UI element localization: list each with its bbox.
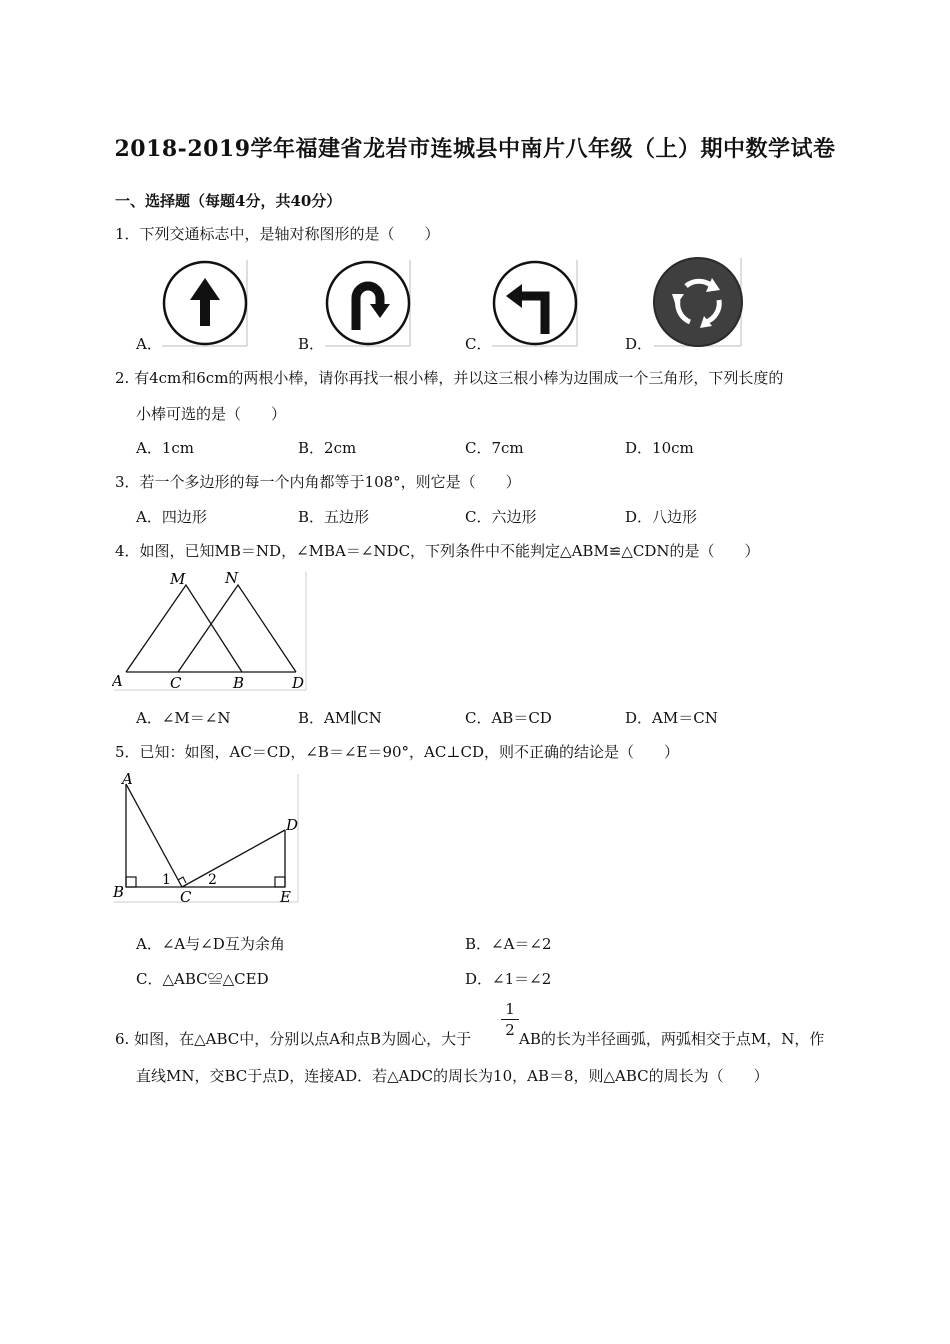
q4-label-a: A: [112, 672, 123, 690]
q4-label-m: M: [170, 570, 186, 588]
q4-label-d: D: [292, 674, 305, 692]
fraction-denominator: 2: [505, 1021, 515, 1039]
q1-option-b-label[interactable]: B．: [298, 335, 325, 353]
q3-option-c[interactable]: C．六边形: [465, 508, 537, 526]
q1-option-d-label[interactable]: D．: [625, 335, 653, 353]
page-title: 2018-2019学年福建省龙岩市连城县中南片八年级（上）期中数学试卷: [114, 136, 836, 162]
q3-option-b[interactable]: B．五边形: [298, 508, 370, 526]
q5-side-cd: [182, 830, 285, 887]
q5-label-e: E: [280, 888, 291, 906]
q3-option-a[interactable]: A．四边形: [136, 508, 207, 526]
q5-option-c[interactable]: C．△ABC≌△CED: [136, 970, 269, 988]
fraction-bar: [501, 1019, 519, 1020]
q3-option-d[interactable]: D．八边形: [625, 508, 698, 526]
q5-label-a: A: [122, 770, 133, 788]
q5-label-d: D: [286, 816, 299, 834]
q5-option-d[interactable]: D．∠1＝∠2: [465, 970, 552, 988]
q4-option-a[interactable]: A．∠M＝∠N: [136, 709, 231, 727]
left-turn-sign-icon[interactable]: [490, 258, 580, 348]
q5-side-ac: [126, 784, 182, 887]
question-5-stem: 5．已知：如图，AC＝CD，∠B＝∠E＝90°，AC⊥CD，则不正确的结论是（ ）: [115, 743, 679, 761]
q4-label-b: B: [233, 674, 245, 692]
q5-label-c: C: [180, 888, 192, 906]
q2-option-a[interactable]: A．1cm: [136, 439, 195, 457]
q4-option-c[interactable]: C．AB＝CD: [465, 709, 552, 727]
question-6-line1-continued: AB的长为半径画弧，两弧相交于点M，N，作: [519, 1030, 825, 1048]
q5-angle-2-label: 2: [208, 872, 217, 888]
q5-right-angle-e: [275, 877, 285, 887]
q1-option-c-label[interactable]: C．: [465, 335, 492, 353]
question-1-stem: 1．下列交通标志中，是轴对称图形的是（ ）: [115, 225, 440, 243]
question-6-line2: 直线MN，交BC于点D，连接AD．若△ADC的周长为10，AB＝8，则△ABC的周长为（ ）: [136, 1067, 769, 1085]
q5-option-b[interactable]: B．∠A＝∠2: [465, 935, 552, 953]
q2-option-d[interactable]: D．10cm: [625, 439, 694, 457]
one-half-fraction: [501, 1000, 519, 1039]
fraction-numerator: 1: [505, 1000, 515, 1018]
question-2-line2: 小棒可选的是（ ）: [136, 405, 287, 423]
q4-triangle-cdn: [178, 585, 296, 672]
q4-label-c: C: [170, 674, 182, 692]
question-2-line1: 2. 有4cm和6cm的两根小棒，请你再找一根小棒，并以这三根小棒为边围成一个三角形，下列长度的: [115, 369, 784, 387]
q2-option-b[interactable]: B．2cm: [298, 439, 357, 457]
q2-option-c[interactable]: C．7cm: [465, 439, 524, 457]
section-heading: 一、选择题（每题4分，共40分）: [115, 192, 342, 210]
q5-label-b: B: [113, 883, 125, 901]
q5-option-a[interactable]: A．∠A与∠D互为余角: [136, 935, 285, 953]
q1-option-a-label[interactable]: A．: [136, 335, 162, 353]
roundabout-sign-icon[interactable]: [652, 256, 744, 348]
q4-triangle-abm: [126, 585, 242, 672]
straight-arrow-sign-icon[interactable]: [160, 258, 250, 348]
q5-right-angle-b: [126, 877, 136, 887]
u-turn-sign-icon[interactable]: [323, 258, 413, 348]
q5-angle-1-label: 1: [162, 872, 171, 888]
q4-label-n: N: [225, 569, 239, 587]
q4-triangles-figure: [112, 568, 310, 694]
q4-option-b[interactable]: B．AM∥CN: [298, 709, 382, 727]
question-3-stem: 3．若一个多边形的每一个内角都等于108°，则它是（ ）: [115, 473, 521, 491]
question-6-line1: 6. 如图，在△ABC中，分别以点A和点B为圆心，大于: [115, 1030, 472, 1048]
q5-right-triangles-figure: [112, 770, 302, 906]
question-4-stem: 4．如图，已知MB＝ND，∠MBA＝∠NDC，下列条件中不能判定△ABM≌△CDN的是（ ）: [115, 542, 760, 560]
q4-option-d[interactable]: D．AM＝CN: [625, 709, 718, 727]
